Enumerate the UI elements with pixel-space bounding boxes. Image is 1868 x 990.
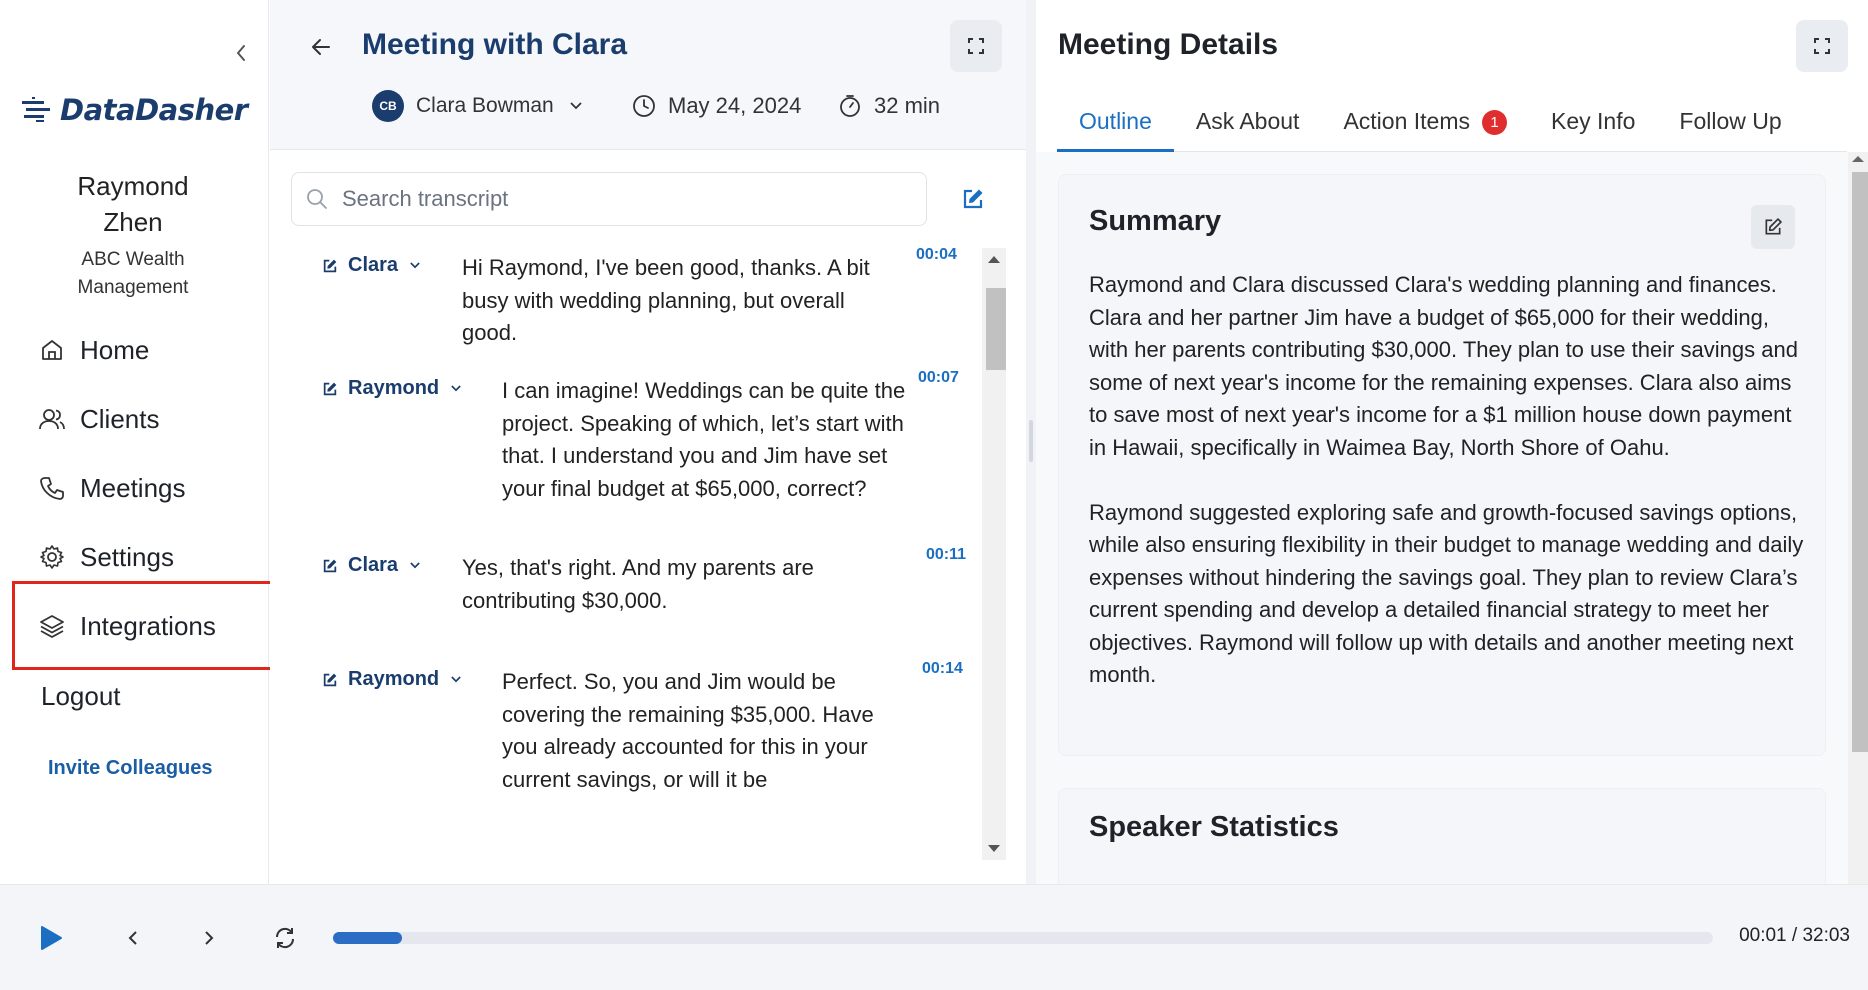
speaker-selector[interactable] (322, 554, 420, 577)
home-icon (38, 336, 66, 364)
logout-button[interactable]: Logout (41, 681, 121, 711)
skip-back-button[interactable] (116, 921, 150, 955)
sidebar (0, 0, 269, 884)
client-avatar: CB (372, 90, 404, 122)
back-button[interactable] (306, 30, 336, 64)
fullscreen-icon (968, 38, 984, 54)
app-logo[interactable] (22, 92, 248, 128)
integrations-highlight-box (12, 581, 273, 670)
scroll-down-arrow[interactable] (988, 845, 1000, 852)
clock-icon (632, 94, 656, 118)
timestamp-link[interactable]: 00:07 (918, 369, 959, 386)
playback-time: 00:01 / 32:03 (1739, 925, 1850, 946)
chevron-down-icon (570, 102, 582, 110)
nav-meetings-label: Meetings (80, 472, 186, 503)
details-scrollbar[interactable] (1848, 152, 1868, 884)
details-header (1036, 0, 1868, 150)
transcript-text: Yes, that's right. And my parents are contributing $30,000. (462, 555, 814, 613)
panel-resize-handle[interactable] (1026, 0, 1036, 884)
speaker-selector[interactable] (322, 254, 420, 277)
transcript-panel (270, 0, 1026, 884)
nav-integrations-label: Integrations (80, 610, 216, 641)
summary-paragraph: Raymond and Clara discussed Clara's wedding planning and finances. Clara and her partner Jim have a budget of $65,000 for their wedding, with her parents contributing $30,000. They plan to use their savings and some of next year's income for the remaining expenses. Clara also aims to save most of next year's income for a $1 million house down payment in Hawaii, specifically in Waimea Bay, North Shore of Oahu. (1089, 272, 1798, 460)
nav-meetings[interactable] (38, 463, 278, 513)
tab-outline-label: Outline (1079, 108, 1152, 134)
meeting-header (270, 0, 1026, 150)
users-icon (38, 405, 66, 433)
edit-icon (961, 187, 985, 211)
tab-action-items[interactable] (1321, 100, 1529, 152)
client-name: Clara Bowman (416, 94, 554, 117)
search-icon (306, 188, 328, 210)
timestamp-link[interactable]: 00:14 (922, 660, 963, 677)
timestamp-link[interactable]: 00:04 (916, 246, 957, 263)
play-icon (39, 925, 63, 951)
meeting-details-panel (1036, 0, 1868, 884)
user-profile (20, 168, 246, 302)
resize-grip[interactable] (1029, 420, 1033, 462)
nav-clients-label: Clients (80, 403, 160, 434)
summary-paragraph: Raymond suggested exploring safe and growth-focused savings options, while also ensuring flexibility in their budget to manage wedding and daily expenses without hindering the savings goal. They plan to review Clara’s current spending and develop a detailed financial strategy to meet her objectives. Raymond will follow up with details and another meeting next month. (1089, 499, 1804, 687)
logo-text: DataDasher (60, 93, 248, 127)
refresh-icon (273, 926, 297, 950)
speaker-statistics-title: Speaker Statistics (1089, 811, 1339, 843)
nav-settings[interactable] (38, 532, 278, 582)
scroll-up-arrow[interactable] (988, 256, 1000, 263)
edit-speaker-icon[interactable] (322, 672, 338, 688)
tab-follow-up-label: Follow Up (1679, 108, 1782, 134)
tab-ask-about-label: Ask About (1195, 108, 1300, 134)
scrollbar-thumb[interactable] (1852, 172, 1868, 752)
summary-text (1089, 269, 1809, 724)
speaker-name: Raymond (348, 377, 440, 399)
user-organization: ABC Wealth Management (77, 249, 189, 298)
nav-clients[interactable] (38, 394, 278, 444)
summary-card (1058, 174, 1826, 756)
chevron-down-icon (451, 385, 461, 392)
tab-action-items-label: Action Items (1343, 108, 1470, 134)
transcript-text: Perfect. So, you and Jim would be covering the remaining $35,000. Have you already accounted for this in your current savings, or will it be (502, 669, 874, 792)
playback-progress-bar[interactable] (333, 932, 1713, 944)
invite-colleagues-link[interactable]: Invite Colleagues (48, 757, 213, 779)
details-title: Meeting Details (1058, 28, 1279, 61)
user-name: Raymond Zhen (77, 171, 189, 237)
edit-summary-button[interactable] (1751, 205, 1795, 249)
nav-settings-label: Settings (80, 541, 174, 572)
chevron-left-icon (128, 931, 138, 945)
expand-details-button[interactable] (1796, 20, 1848, 72)
nav-home[interactable] (38, 325, 278, 375)
edit-icon (1763, 217, 1783, 237)
timestamp-link[interactable]: 00:11 (926, 546, 967, 563)
replay-button[interactable] (268, 921, 302, 955)
gear-icon (38, 543, 66, 571)
expand-transcript-button[interactable] (950, 20, 1002, 72)
chevron-left-icon (234, 44, 248, 62)
details-tabs (1057, 100, 1847, 152)
fullscreen-icon (1814, 38, 1830, 54)
meeting-duration-text: 32 min (874, 93, 941, 118)
edit-speaker-icon[interactable] (322, 258, 338, 274)
chevron-right-icon (204, 931, 214, 945)
client-selector[interactable] (372, 88, 582, 124)
tab-key-info-label: Key Info (1551, 108, 1636, 134)
chevron-down-icon (451, 676, 461, 683)
play-button[interactable] (34, 921, 68, 955)
edit-transcript-button[interactable] (958, 184, 988, 214)
edit-speaker-icon[interactable] (322, 558, 338, 574)
nav-home-label: Home (80, 334, 150, 365)
transcript-text: I can imagine! Weddings can be quite the project. Speaking of which, let’s start with that. I understand you and Jim have set your final budget at $65,000, correct? (502, 378, 906, 501)
meeting-title: Meeting with Clara (362, 28, 628, 61)
transcript-text: Hi Raymond, I've been good, thanks. A bit busy with wedding planning, but overall good. (462, 255, 870, 345)
chevron-down-icon (410, 262, 420, 269)
chevron-down-icon (410, 562, 420, 569)
tab-ask-about[interactable] (1174, 100, 1322, 152)
phone-icon (38, 474, 66, 502)
skip-forward-button[interactable] (192, 921, 226, 955)
collapse-sidebar-button[interactable] (228, 38, 254, 68)
tab-key-info[interactable] (1529, 100, 1657, 152)
audio-player (0, 884, 1868, 990)
playback-progress-fill (333, 932, 402, 944)
speaker-name: Raymond (348, 668, 440, 690)
speaker-selector[interactable] (322, 377, 461, 400)
scrollbar-thumb[interactable] (986, 288, 1006, 370)
scroll-up-arrow[interactable] (1852, 156, 1864, 162)
search-transcript-input[interactable] (342, 186, 882, 212)
search-transcript-field[interactable] (291, 172, 927, 226)
speaker-selector[interactable] (322, 668, 461, 691)
summary-title: Summary (1089, 205, 1222, 237)
details-body (1036, 152, 1868, 884)
arrow-left-icon (311, 38, 331, 56)
edit-speaker-icon[interactable] (322, 381, 338, 397)
meeting-date-text: May 24, 2024 (668, 93, 802, 118)
meeting-duration (838, 88, 940, 124)
transcript-list (270, 244, 988, 864)
tab-outline[interactable] (1057, 100, 1174, 152)
timer-icon (838, 94, 862, 118)
speaker-name: Clara (348, 254, 399, 276)
speaker-name: Clara (348, 554, 399, 576)
meeting-date (632, 88, 801, 124)
tab-follow-up[interactable] (1657, 100, 1803, 152)
action-items-count-badge: 1 (1482, 110, 1507, 135)
transcript-scrollbar[interactable] (982, 248, 1006, 860)
logo-speed-icon (22, 95, 56, 125)
